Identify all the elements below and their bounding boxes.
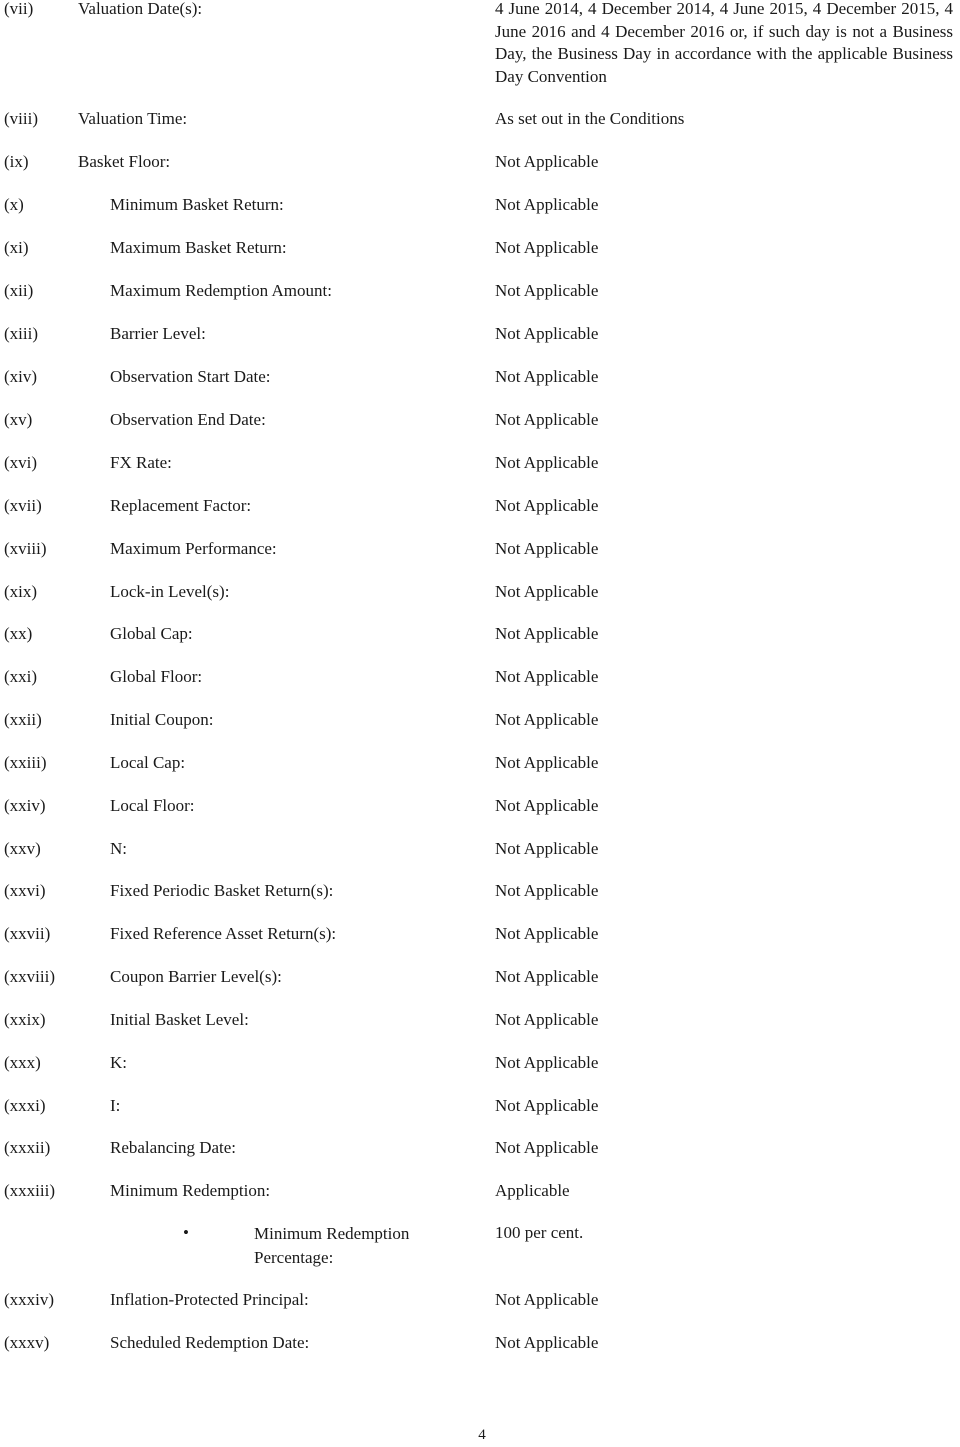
term-value: Not Applicable — [495, 1290, 599, 1309]
item-number: (xxxi) — [4, 1096, 46, 1115]
term-label: I: — [110, 1096, 121, 1115]
term-label: N: — [110, 839, 127, 858]
term-label: Maximum Redemption Amount: — [110, 281, 332, 300]
term-value: Not Applicable — [495, 1096, 599, 1115]
item-number: (viii) — [4, 109, 38, 128]
term-label: Scheduled Redemption Date: — [110, 1333, 310, 1352]
item-number: (xviii) — [4, 539, 47, 558]
item-number: (xxii) — [4, 710, 42, 729]
term-label: Initial Coupon: — [110, 710, 214, 729]
item-number: (x) — [4, 195, 24, 214]
term-label: Fixed Reference Asset Return(s): — [110, 924, 337, 943]
item-number: (xv) — [4, 410, 33, 429]
item-number: (xxi) — [4, 667, 38, 686]
item-number: (xxxv) — [4, 1333, 50, 1352]
term-value: Not Applicable — [495, 152, 599, 171]
term-value: Not Applicable — [495, 710, 599, 729]
term-label: Initial Basket Level: — [110, 1010, 249, 1029]
item-number: (xxvi) — [4, 881, 46, 900]
term-label: Local Cap: — [110, 753, 186, 772]
term-value: Not Applicable — [495, 881, 599, 900]
term-value: Not Applicable — [495, 238, 599, 257]
item-number: (xvi) — [4, 453, 38, 472]
term-label: Maximum Basket Return: — [110, 238, 287, 257]
term-label: Replacement Factor: — [110, 496, 252, 515]
term-label: FX Rate: — [110, 453, 172, 472]
term-label: Observation End Date: — [110, 410, 266, 429]
term-label: K: — [110, 1053, 127, 1072]
item-number: (xxxii) — [4, 1138, 51, 1157]
item-number: (xii) — [4, 281, 34, 300]
term-label: Maximum Performance: — [110, 539, 277, 558]
item-number: (xxiii) — [4, 753, 47, 772]
term-value: Not Applicable — [495, 582, 599, 601]
term-value: Not Applicable — [495, 624, 599, 643]
term-label: Observation Start Date: — [110, 367, 271, 386]
term-value: Not Applicable — [495, 967, 599, 986]
term-value: Not Applicable — [495, 1010, 599, 1029]
item-number: (xxxiii) — [4, 1181, 55, 1200]
term-label: Minimum Basket Return: — [110, 195, 284, 214]
term-value: Not Applicable — [495, 324, 599, 343]
term-label: Local Floor: — [110, 796, 195, 815]
bullet-icon: • — [183, 1223, 189, 1242]
item-number: (xxiv) — [4, 796, 46, 815]
item-number: (xvii) — [4, 496, 42, 515]
item-number: (xxxiv) — [4, 1290, 55, 1309]
term-value: Not Applicable — [495, 195, 599, 214]
item-number: (xxix) — [4, 1010, 46, 1029]
term-value: Not Applicable — [495, 410, 599, 429]
term-label: Coupon Barrier Level(s): — [110, 967, 282, 986]
item-number: (xi) — [4, 238, 29, 257]
term-label: Rebalancing Date: — [110, 1138, 237, 1157]
term-label: Lock-in Level(s): — [110, 582, 230, 601]
item-number: (xiv) — [4, 367, 38, 386]
item-number: (xxv) — [4, 839, 41, 858]
term-value: 4 June 2014, 4 December 2014, 4 June 2015, 4 December 2015, 4 June 2016 and 4 December 2016 or, if such day is not a Business Day, the Business Day in accordance with the applicable Business Day Convention — [495, 0, 953, 86]
term-value: Not Applicable — [495, 753, 599, 772]
term-label: Global Cap: — [110, 624, 193, 643]
term-label: Global Floor: — [110, 667, 203, 686]
term-label: Minimum Redemption: — [110, 1181, 271, 1200]
term-label: Barrier Level: — [110, 324, 206, 343]
term-value: Not Applicable — [495, 924, 599, 943]
term-value: Not Applicable — [495, 796, 599, 815]
item-number: (xxx) — [4, 1053, 41, 1072]
term-value: Not Applicable — [495, 667, 599, 686]
term-label: Fixed Periodic Basket Return(s): — [110, 881, 334, 900]
term-value: Not Applicable — [495, 367, 599, 386]
item-number: (xix) — [4, 582, 38, 601]
item-number: (xiii) — [4, 324, 38, 343]
term-value: Applicable — [495, 1181, 570, 1200]
term-value: Not Applicable — [495, 1333, 599, 1352]
item-number: (ix) — [4, 152, 29, 171]
term-value: Not Applicable — [495, 453, 599, 472]
term-label: Valuation Date(s): — [78, 0, 203, 18]
term-value: Not Applicable — [495, 539, 599, 558]
item-number: (xxviii) — [4, 967, 55, 986]
term-value: Not Applicable — [495, 1053, 599, 1072]
term-value: Not Applicable — [495, 496, 599, 515]
sub-term-label: Minimum Redemption Percentage: — [254, 1224, 410, 1267]
item-number: (xx) — [4, 624, 33, 643]
sub-term-value: 100 per cent. — [495, 1223, 584, 1242]
term-value: Not Applicable — [495, 839, 599, 858]
term-label: Basket Floor: — [78, 152, 171, 171]
term-label: Inflation-Protected Principal: — [110, 1290, 309, 1309]
item-number: (vii) — [4, 0, 34, 18]
term-value: Not Applicable — [495, 1138, 599, 1157]
term-value: As set out in the Conditions — [495, 109, 685, 128]
page-number: 4 — [478, 1427, 486, 1443]
item-number: (xxvii) — [4, 924, 51, 943]
term-label: Valuation Time: — [78, 109, 188, 128]
term-value: Not Applicable — [495, 281, 599, 300]
